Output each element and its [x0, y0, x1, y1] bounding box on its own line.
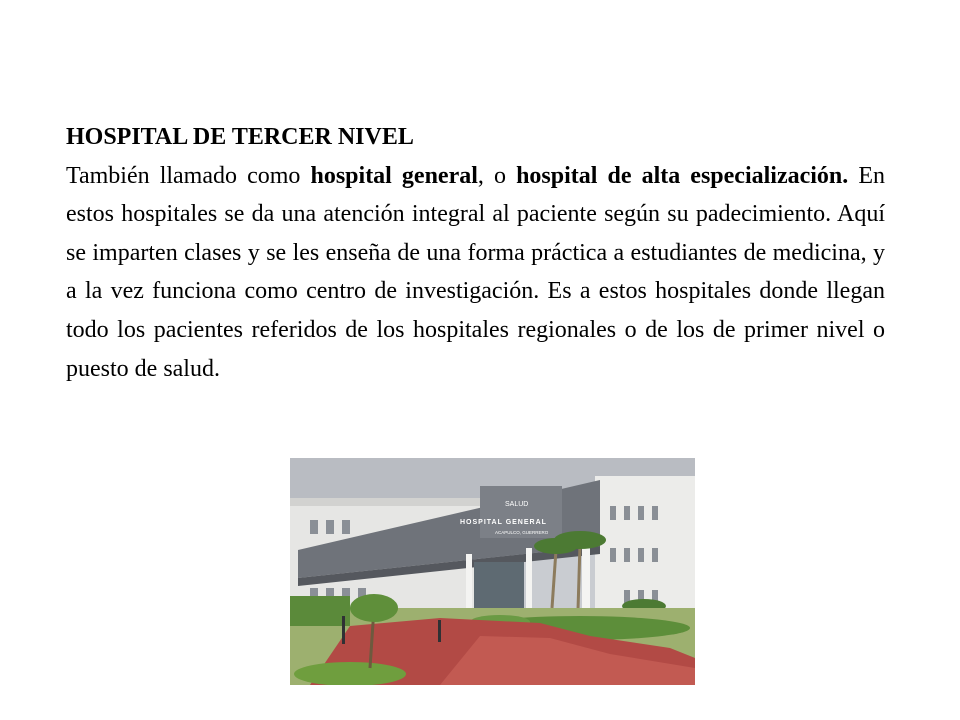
hospital-photo	[290, 458, 695, 685]
slide-paragraph	[66, 163, 885, 382]
paragraph-text-2: , o	[477, 162, 517, 189]
sign-line-3: ACAPULCO, GUERRERO	[495, 530, 549, 535]
text-block	[66, 118, 885, 388]
hospital-photo-illustration	[290, 458, 695, 685]
paragraph-bold-1: hospital general	[310, 162, 478, 189]
slide-heading: HOSPITAL DE TERCER NIVEL	[66, 124, 414, 150]
sign-line-1: SALUD	[505, 501, 529, 508]
paragraph-bold-2: hospital de alta especialización.	[516, 162, 849, 189]
sign-line-2: HOSPITAL GENERAL	[460, 519, 547, 526]
paragraph-text-1: También llamado como	[66, 162, 311, 189]
paragraph-text-3: En estos hospitales se da una atención integral al paciente según su padecimiento. Aquí se imparten clases y se les enseña de una forma práctica a estudiantes de medicina, y a la vez funciona como centro de investigación. Es a estos hospitales donde llegan todo los pacientes referidos de los hospitales regionales o de los de primer nivel o puesto de salud.	[66, 162, 886, 382]
